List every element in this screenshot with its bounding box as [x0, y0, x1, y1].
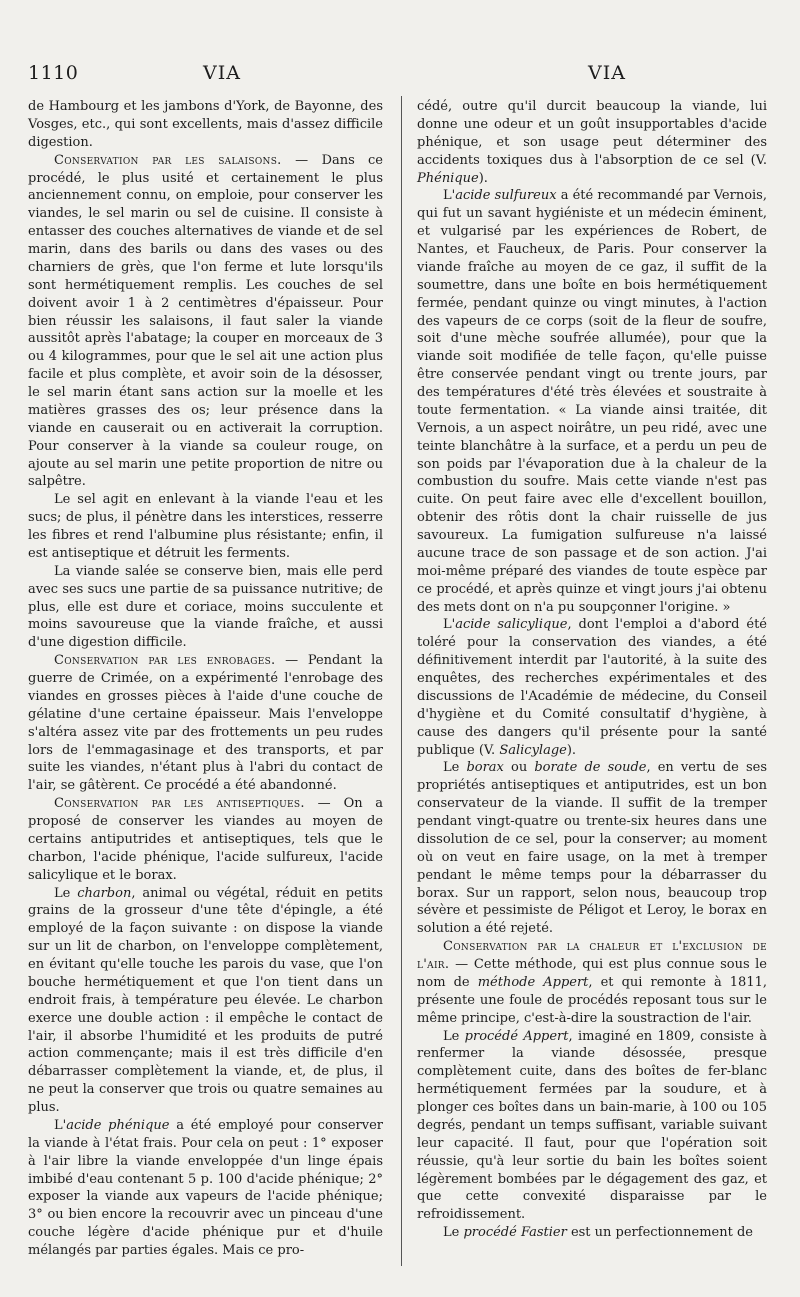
paragraph: L'acide sulfureux a été recommandé par Vernois, qui fut un savant hygiéniste et un médecin éminent, et vulgarisé par les expériences de Robert, de Nantes, et Faucheux, de Paris. Pour conserver la viande fraîche au moyen de ce gaz, il suffit de la soumettre, dans une boîte en bois hermétiquement fermée, pendant quinze ou vingt minutes, à l'action des vapeurs de ce corps (soit de la fleur de soufre, soit d'une mèche soufrée allumée), pour que la viande soit modifiée de telle façon, qu'elle puisse être conservée pendant vingt ou trente jours, par des températures d'été très élevées et soustraite à toute fermentation. « La viande ainsi traitée, dit Vernois, a un aspect noirâtre, un peu ridé, avec une teinte blanchâtre à la surface, et a perdu un peu de son poids par l'évaporation due à la chaleur de la combustion du soufre. Mais cette viande n'est pas cuite. On peut faire avec elle d'excellent bouillon, obtenir des rôtis dont la chair ruisselle de jus savoureux. La fumigation sulfureuse n'a laissé aucune trace de son passage et de son action. J'ai moi-même préparé des viandes de toute espèce par ce procédé, et après quinze et vingt jours j'ai obtenu des mets dont on n'a pu soupçonner l'origine. » — [417, 188, 767, 615]
paragraph: Conservation par les salaisons. — Dans ce procédé, le plus usité et certainement le plus anciennement connu, on emploie, pour conserver les viandes, le sel marin ou sel de cuisine. Il consiste à entasser des couches alternatives de viande et de sel marin, dans des barils ou dans des vases ou des charniers de grès, que l'on ferme et lute lorsqu'ils sont hermétiquement remplis. Les couches de sel doivent avoir 1 à 2 centimètres d'épaisseur. Pour bien réussir les salaisons, il faut saler la viande aussitôt après l'abatage; la couper en morceaux de 3 ou 4 kilogrammes, pour que le sel ait une action plus facile et plus complète, et avoir soin de la désosser, le sel marin étant sans action sur la moelle et les matières grasses des os; leur présence dans la viande en causerait ou en activerait la corruption. Pour conserver à la viande sa couleur rouge, on ajoute au sel marin une petite proportion de nitre ou salpêtre. — [28, 152, 383, 490]
paragraph: cédé, outre qu'il durcit beaucoup la viande, lui donne une odeur et un goût insupportables d'acide phénique, et son usage peut déterminer des accidents toxiques dus à l'absorption de ce sel (V. Phénique). — [417, 99, 767, 186]
italic-term: Phénique — [417, 170, 479, 186]
section-heading: Conservation par les antiseptiques. — — [54, 796, 331, 812]
page-number: 1110 — [28, 62, 79, 84]
italic-term: Salicylage — [499, 742, 567, 758]
italic-term: procédé Appert — [464, 1028, 569, 1044]
right-running-title: VIA — [588, 62, 626, 84]
section-heading: Conservation par la chaleur et l'exclusion de l'air. — — [417, 939, 767, 972]
italic-term: méthode Appert — [477, 974, 589, 990]
paragraph: Conservation par les antiseptiques. — On a proposé de conserver les viandes au moyen de certains antiputrides et antiseptiques, tels que le charbon, l'acide phénique, l'acide sulfureux, l'acide salicylique et le borax. — [28, 796, 384, 883]
paragraph: La viande salée se conserve bien, mais elle perd avec ses sucs une partie de sa puissance nutritive; de plus, elle est dure et coriace, moins succulente et moins savoureuse que la viande fraîche, et aussi d'une digestion difficile. — [28, 563, 383, 651]
right-column — [417, 98, 767, 1242]
paragraph: Le procédé Fastier est un perfectionnement de — [443, 1225, 753, 1241]
paragraph: Le sel agit en enlevant à la viande l'eau et les sucs; de plus, il pénètre dans les interstices, resserre les fibres et rend l'albumine plus résistante; enfin, il est antiseptique et détruit les ferments. — [28, 492, 383, 561]
italic-term: procédé Fastier — [463, 1225, 567, 1241]
paragraph: L'acide phénique a été employé pour conserver la viande à l'état frais. Pour cela on peut : 1° exposer à l'air libre la viande enveloppée d'un linge épais imbibé d'eau contenant 5 p. 100 d'acide phénique; 2° exposer la viande aux vapeurs de l'acide phénique; 3° ou bien encore la recouvrir avec un pinceau d'une couche légère d'acide phénique pur et d'huile mélangés par parties égales. Mais ce pro- — [28, 1117, 383, 1258]
italic-term: acide phénique — [66, 1117, 170, 1133]
italic-term: acide salicylique — [455, 617, 568, 633]
paragraph: Le charbon, animal ou végétal, réduit en petits grains de la grosseur d'une tête d'épingle, a été employé de la façon suivante : on dispose la viande sur un lit de charbon, on l'enveloppe complètement, en évitant qu'elle touche les parois du vase, que l'on bouche hermétiquement et que l'on tient dans un endroit frais, à température peu élevée. Le charbon exerce une double action : il empêche le contact de l'air, il absorbe l'humidité et les produits de putré action commençante; mais il est très difficile d'en débarrasser complètement la viande, et, de plus, il ne peut la conserver que trois ou quatre semaines au plus. — [28, 885, 383, 1115]
paragraph: L'acide salicylique, dont l'emploi a d'abord été toléré pour la conservation des viandes, a été définitivement interdit par l'autorité, à la suite des enquêtes, des recherches expérimentales et des discussions de l'Académie de médecine, du Conseil d'hygiène et du Comité consultatif d'hygiène, à cause des dangers qu'il présente pour la santé publique (V. Salicylage). — [417, 617, 768, 758]
paragraph: de Hambourg et les jambons d'York, de Bayonne, des Vosges, etc., qui sont excellents, mais d'assez difficile digestion. — [28, 99, 383, 150]
paragraph: Conservation par la chaleur et l'exclusion de l'air. — Cette méthode, qui est plus connue sous le nom de méthode Appert, et qui remonte à 1811, présente une foule de procédés reposant tous sur le même principe, c'est-à-dire la soustraction de l'air. — [417, 939, 767, 1026]
section-heading: Conservation par les enrobages. — — [54, 653, 299, 669]
italic-term: charbon — [77, 885, 132, 901]
italic-term: acide sulfureux — [455, 188, 557, 204]
paragraph: Le borax ou borate de soude, en vertu de ses propriétés antiseptiques et antiputrides, est un bon conservateur de la viande. Il suffit de la tremper pendant vingt-quatre ou trente-six heures dans une dissolution de ce sel, pour la conserver; au moment où on veut en faire usage, on la met à tremper pendant le même temps pour la débarrasser du borax. Sur un rapport, selon nous, beaucoup trop sévère et pessimiste de Péligot et Leroy, le borax en solution a été rejeté. — [417, 760, 767, 937]
left-column — [28, 98, 383, 1260]
paragraph: Conservation par les enrobages. — Pendant la guerre de Crimée, on a expérimenté l'enrobage des viandes en grosses pièces à l'aide d'une couche de gélatine d'une certaine épaisseur. Mais l'enveloppe s'altéra assez vite par des frottements un peu rudes lors de l'emmagasinage et des transports, et par suite les viandes, n'étant plus à l'abri du contact de l'air, se gâtèrent. Ce procédé a été abandonné. — [28, 653, 383, 794]
running-header — [28, 62, 773, 86]
italic-term: borax — [466, 760, 504, 776]
column-divider — [401, 96, 402, 1266]
italic-term: borate de soude — [534, 760, 647, 776]
left-running-title: VIA — [203, 62, 241, 84]
paragraph: Le procédé Appert, imaginé en 1809, consiste à renfermer la viande désossée, presque complètement cuite, dans des boîtes de fer-blanc hermétiquement fermées par la soudure, et à plonger ces boîtes dans un bain-marie, à 100 ou 105 degrés, pendant un temps suffisant, variable suivant leur capacité. Il faut, pour que l'opération soit réussie, qu'à leur sortie du bain les boîtes soient légèrement bombées par le dégagement des gaz, et que cette convexité disparaisse par le refroidissement. — [417, 1028, 767, 1223]
section-heading: Conservation par les salaisons. — — [54, 152, 309, 168]
